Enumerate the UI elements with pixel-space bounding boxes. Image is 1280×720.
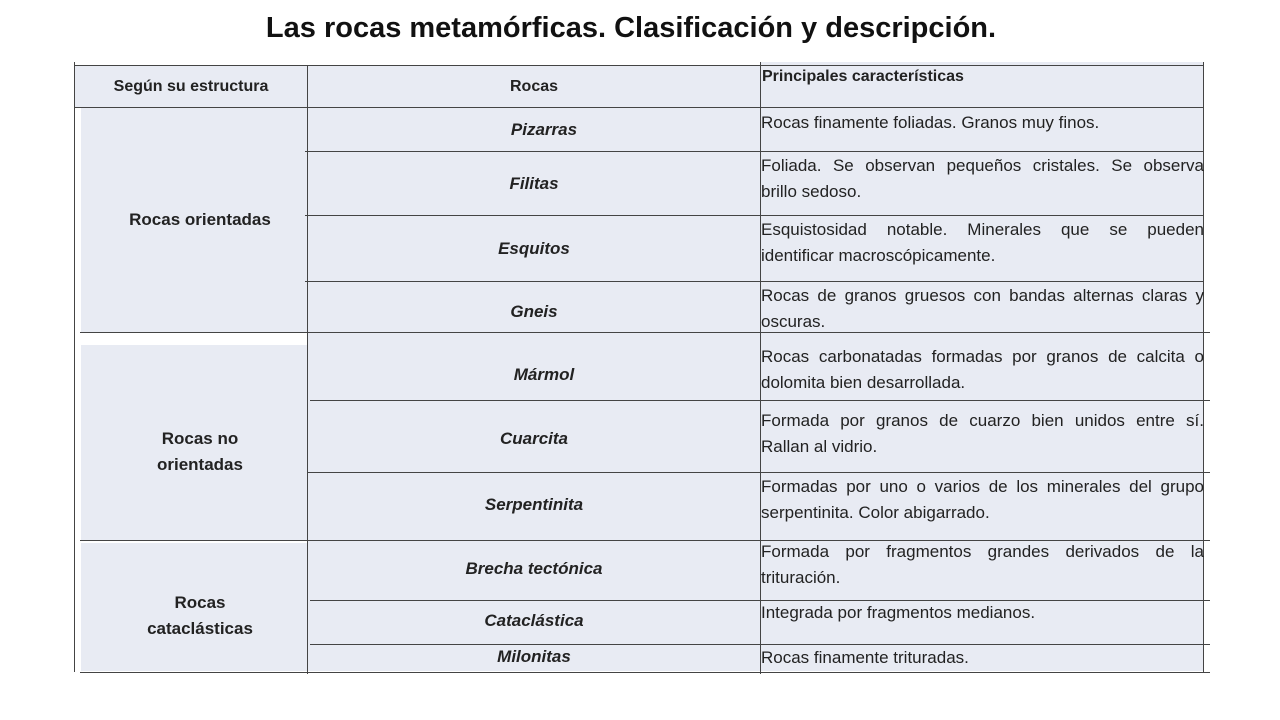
rock-name: Filitas <box>509 174 559 193</box>
rock-description: Rocas finamente trituradas. <box>761 648 969 667</box>
rock-name: Milonitas <box>497 647 571 666</box>
rock-name: Serpentinita <box>484 495 584 514</box>
rock-description: Formadas por uno o varios de los minerales del grupo serpentinita. Color abigarrado. <box>761 477 1204 522</box>
group-label-cataclastic: Rocas cataclásticas <box>147 593 253 638</box>
group-label-oriented: Rocas orientadas <box>129 210 271 229</box>
page-title: Las rocas metamórficas. Clasificación y descripción. <box>265 12 997 44</box>
rock-name: Brecha tectónica <box>465 559 603 578</box>
rock-name: Gneis <box>510 302 558 321</box>
header-rocks: Rocas <box>509 78 559 95</box>
header-features: Principales características <box>762 68 964 85</box>
rock-description: Integrada por fragmentos medianos. <box>761 603 1036 622</box>
rock-description: Esquistosidad notable. Minerales que se pueden identificar macroscópicamente. <box>761 220 1204 265</box>
rock-description: Formada por fragmentos grandes derivados de la trituración. <box>761 542 1204 587</box>
rock-description: Rocas de granos gruesos con bandas alternas claras y oscuras. <box>761 286 1204 331</box>
rock-name: Pizarras <box>510 120 578 139</box>
rock-description: Rocas finamente foliadas. Granos muy finos. <box>761 113 1100 132</box>
rock-name: Cataclástica <box>484 611 584 630</box>
rock-description: Rocas carbonatadas formadas por granos de calcita o dolomita bien desarrollada. <box>761 347 1204 392</box>
rock-name: Esquitos <box>498 239 570 258</box>
rock-name: Mármol <box>513 365 575 384</box>
rock-description: Foliada. Se observan pequeños cristales. Se observa brillo sedoso. <box>761 156 1204 201</box>
header-structure: Según su estructura <box>113 78 269 95</box>
rock-description: Formada por granos de cuarzo bien unidos entre sí. Rallan al vidrio. <box>761 411 1204 456</box>
rock-name: Cuarcita <box>499 429 569 448</box>
group-label-non-oriented: Rocas no orientadas <box>157 429 243 474</box>
